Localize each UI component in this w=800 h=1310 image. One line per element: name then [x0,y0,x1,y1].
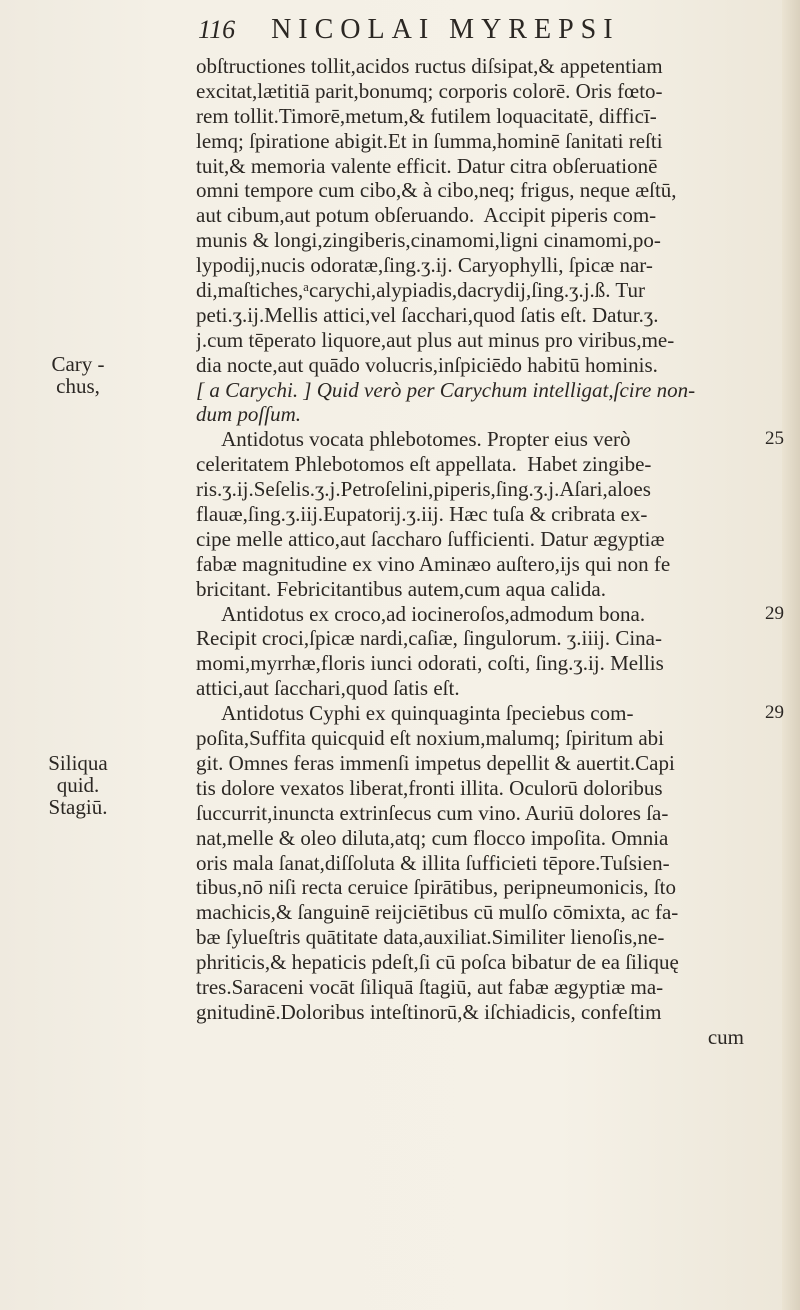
text-line [196,925,784,950]
text-line-content: tres.Saraceni vocāt ſiliquā ſtagiū, aut fabæ ægyptiæ ma- [196,974,664,999]
page-number: 116 [198,15,236,44]
text-line-content: tis dolore vexatos liberat,fronti illita. Oculorū doloribus [196,775,663,800]
text-line-content: [ a Carychi. ] Quid verò per Carychum intelligat,ſcire non- [196,377,696,402]
text-line [196,527,784,552]
margin-note-siliqua [8,752,148,818]
text-line-content: omni tempore cum cibo,& à cibo,neq; frigus, neque æſtū, [196,178,677,203]
text-line-content: ſuccurrit,inuncta extrinſecus cum vino. Auriū dolores ſa- [196,800,669,825]
text-line-content: bæ ſylueſtris quātitate data,auxiliat.Similiter lienoſis,ne- [196,925,665,950]
text-line-content: Antidotus vocata phlebotomes. Propter eius verò [196,427,631,452]
text-line-content: flauæ,ſing.ʒ.iij.Eupatorij.ʒ.iij. Hæc tuſa & cribrata ex- [196,502,648,527]
text-line [196,975,784,1000]
text-line-content: poſita,Suffita quicquid eſt noxium,malumq; ſpiritum abi [196,726,664,751]
text-line-content: momi,myrrhæ,floris iunci odorati, coſti, ſing.ʒ.ij. Mellis [196,651,664,676]
text-line [196,726,784,751]
text-line [196,826,784,851]
text-line [196,378,784,403]
text-line [196,253,784,278]
text-line [196,54,784,79]
text-line [196,1025,784,1050]
text-line [196,701,784,726]
text-line [196,427,784,452]
text-line [196,477,784,502]
text-line [196,154,784,179]
text-line [196,353,784,378]
text-line [196,801,784,826]
margin-note-line: Stagiū. [48,795,108,819]
text-line [196,104,784,129]
text-line-content: excitat,lætitiā parit,bonumq; corporis colorē. Oris fœto- [196,78,663,103]
margin-note-line: Siliqua [48,751,108,775]
page-edge-shadow [782,0,800,1310]
text-line [196,751,784,776]
text-line [196,651,784,676]
text-line-content: lypodij,nucis odoratæ,ſing.ʒ.ij. Caryophylli, ſpicæ nar- [196,253,653,278]
text-line [196,129,784,154]
text-line-content: gnitudinē.Doloribus inteſtinorū,& iſchiadicis, confeſtim [196,999,662,1024]
text-line [196,552,784,577]
text-line-content: Antidotus Cyphi ex quinquaginta ſpeciebus com- [196,701,634,726]
text-line-content: cipe melle attico,aut ſaccharo ſufficienti. Datur ægyptiæ [196,526,665,551]
text-line-content: nat,melle & oleo diluta,atq; cum flocco impoſita. Omnia [196,825,669,850]
entry-number: 29 [765,602,784,624]
text-line-content: Recipit croci,ſpicæ nardi,caſiæ, ſingulorum. ʒ.iiij. Cina- [196,626,662,651]
text-line-content: machicis,& ſanguinē reijciētibus cū mulſo cōmixta, ac fa- [196,900,679,925]
margin-note-line: chus, [56,374,100,398]
running-title: NICOLAI MYREPSI [271,14,620,45]
body-text [196,54,784,1050]
margin-note-line: Cary - [51,352,105,376]
text-line-content: obſtructiones tollit,acidos ructus diſsipat,& appetentiam [196,54,663,78]
text-line-content: munis & longi,zingiberis,cinamomi,ligni cinamomi,po- [196,228,661,253]
text-line [196,776,784,801]
text-line-content: tuit,& memoria valente efficit. Datur citra obſeruationē [196,153,658,178]
text-line [196,676,784,701]
text-line [196,203,784,228]
text-line [196,303,784,328]
text-line [196,900,784,925]
text-line-content: lemq; ſpiratione abigit.Et in ſumma,hominē ſanitati reſti [196,128,663,153]
text-line-content: phriticis,& hepaticis pdeſt,ſi cū poſca bibatur de ea ſiliquę [196,950,679,975]
text-line [196,502,784,527]
text-line [196,626,784,651]
text-line-content: attici,aut ſacchari,quod ſatis eſt. [196,676,460,701]
text-line-content: fabæ magnitudine ex vino Aminæo auſtero,ijs qui non fe [196,551,671,576]
text-line [196,79,784,104]
margin-note-line: quid. [56,773,100,797]
text-line-content: j.cum tēperato liquore,aut plus aut minus pro viribus,me- [196,327,675,352]
text-line-content: Antidotus ex croco,ad iocineroſos,admodum bona. [196,601,646,626]
text-line [196,228,784,253]
text-line [196,402,784,427]
text-line [196,1000,784,1025]
text-line-content: peti.ʒ.ij.Mellis attici,vel ſacchari,quod ſatis eſt. Datur.ʒ. [196,302,659,327]
text-line-content: git. Omnes feras immenſi impetus depellit & auertit.Capi [196,750,675,775]
text-line [196,178,784,203]
margin-note-carychus [8,353,148,397]
text-line-content: aut cibum,aut potum obſeruando. Accipit piperis com- [196,203,657,228]
text-line [196,278,784,303]
text-line-content: oris mala ſanat,diſſoluta & illita ſufficieti tēpore.Tuſsien- [196,850,670,875]
text-line [196,851,784,876]
text-line [196,577,784,602]
text-line-content: bricitant. Febricitantibus autem,cum aqua calida. [196,576,606,601]
text-line-content: celeritatem Phlebotomos eſt appellata. Habet zingibe- [196,452,652,477]
text-line [196,328,784,353]
text-line [196,452,784,477]
text-line-content: rem tollit.Timorē,metum,& futilem loquacitatē, difficī- [196,103,657,128]
text-line-content: dum poſſum. [196,402,301,427]
text-line-content: tibus,nō niſi recta ceruice ſpirātibus, peripneumonicis, ſto [196,875,676,900]
text-line [196,602,784,627]
page-header [198,14,778,48]
text-line-content: dia nocte,aut quādo volucris,inſpiciēdo habitū hominis. [196,352,658,377]
text-line [196,950,784,975]
entry-number: 25 [765,428,784,450]
text-line-content: ris.ʒ.ij.Seſelis.ʒ.j.Petroſelini,piperis,ſing.ʒ.j.Aſari,aloes [196,477,651,502]
text-line-content: di,maſtiches,ᵃcarychi,alypiadis,dacrydij,ſing.ʒ.j.ß. Tur [196,278,645,303]
text-line [196,875,784,900]
text-line-content: cum [707,1024,744,1049]
entry-number: 29 [765,702,784,724]
